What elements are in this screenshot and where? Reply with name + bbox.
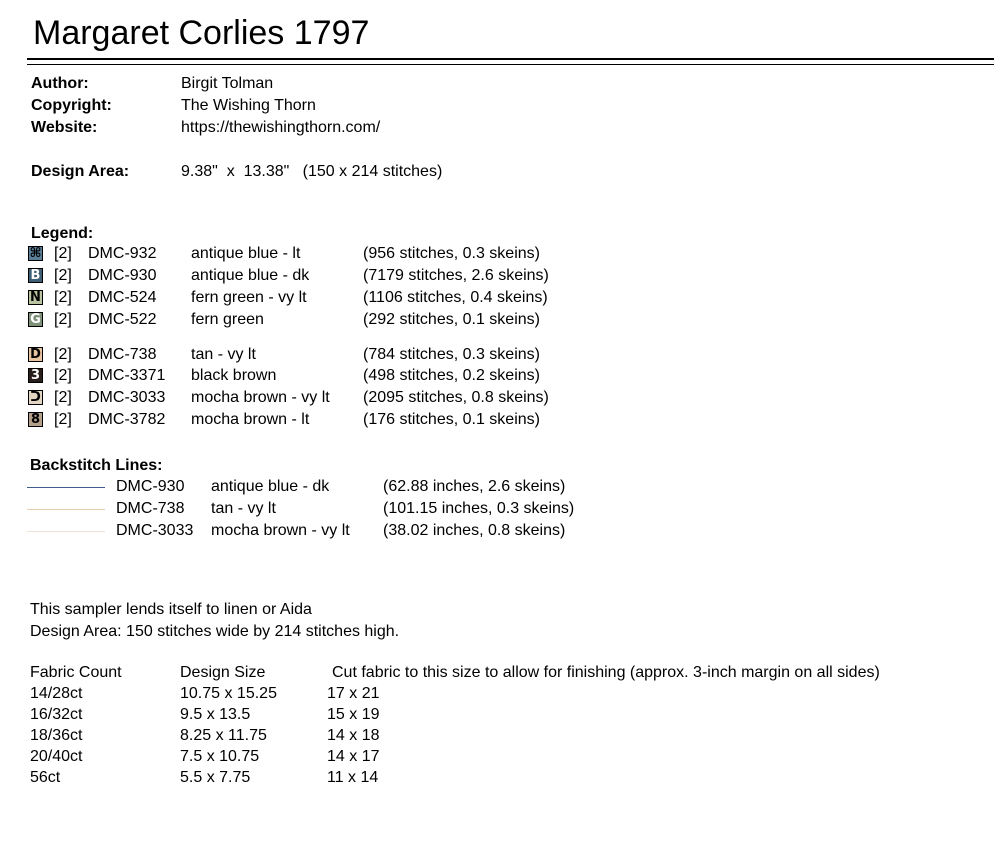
legend-name: tan - vy lt xyxy=(191,346,256,363)
fabric-table-cell: 9.5 x 13.5 xyxy=(180,706,251,723)
notes-line-1: This sampler lends itself to linen or Aida xyxy=(30,601,312,618)
author-value: Birgit Tolman xyxy=(181,75,274,92)
legend-stats: (2095 stitches, 0.8 skeins) xyxy=(363,389,549,406)
fabric-table-cell: 20/40ct xyxy=(30,748,83,765)
fabric-table-cell: 5.5 x 7.75 xyxy=(180,769,251,786)
fabric-table-cell: 14 x 17 xyxy=(327,748,380,765)
legend-heading: Legend: xyxy=(31,225,94,242)
legend-name: mocha brown - lt xyxy=(191,411,310,428)
backstitch-heading: Backstitch Lines: xyxy=(30,457,163,474)
backstitch-code: DMC-930 xyxy=(116,478,185,495)
legend-symbol-swatch: 3 xyxy=(28,368,43,383)
legend-strands: [2] xyxy=(54,245,72,262)
legend-symbol-swatch: N xyxy=(28,290,43,305)
legend-strands: [2] xyxy=(54,367,72,384)
legend-code: DMC-3371 xyxy=(88,367,166,384)
legend-stats: (956 stitches, 0.3 skeins) xyxy=(363,245,540,262)
backstitch-code: DMC-3033 xyxy=(116,522,194,539)
legend-code: DMC-524 xyxy=(88,289,157,306)
fabric-table-header-cell: Fabric Count xyxy=(30,664,122,681)
backstitch-code: DMC-738 xyxy=(116,500,185,517)
legend-strands: [2] xyxy=(54,267,72,284)
legend-strands: [2] xyxy=(54,389,72,406)
backstitch-line-sample xyxy=(27,487,105,488)
legend-stats: (292 stitches, 0.1 skeins) xyxy=(363,311,540,328)
page-title: Margaret Corlies 1797 xyxy=(33,14,370,52)
legend-code: DMC-3782 xyxy=(88,411,166,428)
backstitch-name: tan - vy lt xyxy=(211,500,276,517)
legend-name: fern green xyxy=(191,311,264,328)
legend-code: DMC-930 xyxy=(88,267,157,284)
fabric-table-header-cell: Design Size xyxy=(180,664,266,681)
backstitch-name: antique blue - dk xyxy=(211,478,330,495)
legend-stats: (784 stitches, 0.3 skeins) xyxy=(363,346,540,363)
fabric-table-cell: 14 x 18 xyxy=(327,727,380,744)
legend-symbol-swatch: B xyxy=(28,268,43,283)
fabric-table-cell: 15 x 19 xyxy=(327,706,380,723)
legend-name: black brown xyxy=(191,367,277,384)
legend-symbol-swatch: ⌘ xyxy=(29,246,42,261)
legend-code: DMC-738 xyxy=(88,346,157,363)
fabric-table-cell: 18/36ct xyxy=(30,727,83,744)
fabric-table-cell: 8.25 x 11.75 xyxy=(180,727,267,744)
legend-code: DMC-522 xyxy=(88,311,157,328)
legend-symbol-swatch: 8 xyxy=(28,412,43,427)
copyright-label: Copyright: xyxy=(31,97,112,114)
fabric-table-cell: 11 x 14 xyxy=(327,769,379,786)
title-rule xyxy=(27,58,994,60)
legend-strands: [2] xyxy=(54,289,72,306)
fabric-table-cell: 56ct xyxy=(30,769,61,786)
legend-strands: [2] xyxy=(54,311,72,328)
website-value[interactable]: https://thewishingthorn.com/ xyxy=(181,119,381,136)
legend-strands: [2] xyxy=(54,411,72,428)
fabric-table-header-cell: Cut fabric to this size to allow for finishing (approx. 3-inch margin on all sides) xyxy=(332,664,880,681)
legend-stats: (498 stitches, 0.2 skeins) xyxy=(363,367,540,384)
legend-symbol-swatch: G xyxy=(28,312,43,327)
fabric-table-cell: 14/28ct xyxy=(30,685,83,702)
backstitch-line-sample xyxy=(27,509,105,510)
notes-line-2: Design Area: 150 stitches wide by 214 stitches high. xyxy=(30,623,400,640)
fabric-table-cell: 7.5 x 10.75 xyxy=(180,748,260,765)
backstitch-stats: (38.02 inches, 0.8 skeins) xyxy=(383,522,566,539)
legend-code: DMC-932 xyxy=(88,245,157,262)
legend-name: antique blue - lt xyxy=(191,245,301,262)
legend-code: DMC-3033 xyxy=(88,389,166,406)
fabric-table-cell: 17 x 21 xyxy=(327,685,380,702)
website-label: Website: xyxy=(31,119,98,136)
legend-stats: (7179 stitches, 2.6 skeins) xyxy=(363,267,549,284)
title-rule-thin xyxy=(27,64,994,65)
fabric-table-cell: 16/32ct xyxy=(30,706,83,723)
legend-stats: (1106 stitches, 0.4 skeins) xyxy=(363,289,548,306)
legend-name: fern green - vy lt xyxy=(191,289,307,306)
legend-symbol-swatch: ᑐ xyxy=(28,390,43,405)
copyright-value: The Wishing Thorn xyxy=(181,97,316,114)
backstitch-name: mocha brown - vy lt xyxy=(211,522,350,539)
legend-name: antique blue - dk xyxy=(191,267,310,284)
legend-strands: [2] xyxy=(54,346,72,363)
backstitch-stats: (101.15 inches, 0.3 skeins) xyxy=(383,500,575,517)
legend-stats: (176 stitches, 0.1 skeins) xyxy=(363,411,540,428)
backstitch-line-sample xyxy=(27,531,105,532)
legend-name: mocha brown - vy lt xyxy=(191,389,330,406)
design-area-value: 9.38" x 13.38" (150 x 214 stitches) xyxy=(181,163,443,180)
legend-symbol-swatch: D xyxy=(28,347,43,362)
design-area-label: Design Area: xyxy=(31,163,130,180)
author-label: Author: xyxy=(31,75,89,92)
backstitch-stats: (62.88 inches, 2.6 skeins) xyxy=(383,478,566,495)
fabric-table-cell: 10.75 x 15.25 xyxy=(180,685,277,702)
